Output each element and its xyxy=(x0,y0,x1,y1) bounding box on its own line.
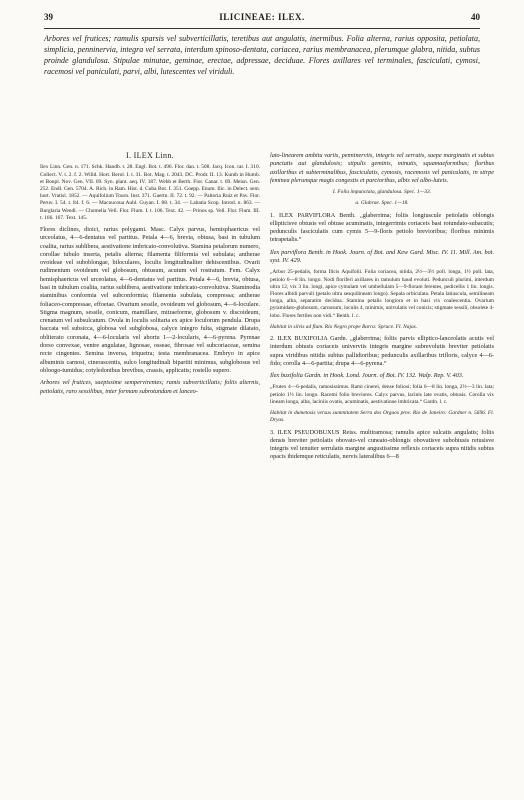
genus-synonymy: Ilex Linn. Gen. n. 171. Schk. Handb. t. 28. Engl. Bot. t. 496. Flor. dan. t. 508. Jacq. Icon. rar. I. 310. Collect. V. t. 2. f. 2. Willd. Hort. Berol. I. t. 31. Bot. Mag. t. 2043. DC. Prodr. II. 13. Kunth in Humb. et Bonpl. Nov. Gen. VII. 69. Syn. plant. aeq. IV. 187. Webb et Berth. Flor. Canar. t. 69. Meisn. Gen. 252. Endl. Gen. 5704. A. Rich. in Ram. Hist. d. Cuba Bot. I. 351. Goepp. Enum. Ilic. in Delect. sem. hort. Vratisl. 1852. — Aquifolium Tourn. Inst. 371. Gaertn. II. 72. t. 92. — Paltoria Ruiz et Pav. Flor. Peruv. I. 54. t. 84. f. 6. — Macoucoua Aubl. Guyan. I. 88. t. 34. — Labatia Scop. Introd. n. 863. — Burglaria Wendl. — Chomelia Vell. Flor. Flum. I. t. 106. Text. 42. — Prinos sp. Vell. Flor. Flum. III. t. 166. 167. Text. 145. xyxy=(40,164,260,221)
species-2-description: „Frutex 4—6-pedalis, ramosissimus. Rami cinerei, dense foliosi; folia 6—8 lin. longa, 2½—3 lin. lata; petiolo 1½ lin. longo. Racemi folio breviores. Calyx parvus, lacinis late ovatis, obtusis. Corolla vix lineam longa, alba, laciniis ovatis, acuminatis, aestivatione imbricata.“ Gardn. l. c. xyxy=(270,384,494,405)
genus-description: Flores diclines, dioici, rarius polygami. Masc. Calyx parvus, hemisphaericus vel urceolatus, 4—6-dentatus vel partitus. Petala 4—6, brevia, obtusa, basi in tubulum coalita, rarius sublibera, aestivatione imbricato-convolutiva. Stamina petalorum numero, corollae tubulo inserta, petalis alterna; filamenta filiformia vel subulata; antherae ovoideae vel suboblongae, biloculares, loculis longitudinaliter dehiscentibus. Ovarii rudimentum ovoideum vel globosum, obtusum, acutum vel rostratum. Fem. Calyx hemisphaericus vel urceolatus, 4—6-dentatus vel partitus. Petala 4—6, brevia, obtusa, basi in tubulum coalita, rarius sublibera, aestivatione imbricato-convolutiva. Staminodia staminibus conformia vel subconformia; filamenta subulata, compressa; antherae foliaceo-compressae, effoetae. Ovarium sessile, ovoideum vel globosum, 4—6-loculare. Stigma magnum, sessile, conicum, mamillare, mitraeforme, globosum v. discoideum, crenatum vel subsulcatum. Ovula in loculis solitaria ex apice loculorum pendula. Drupa baccata vel subsicca, globosa vel subglobosa, calyce integro fulta, stigmate dilatato, obliterato coronata, 4—6-locularis vel abortu 1—2-locularis, 4—6-pyrena. Pyrenae dorso convexae, ventre angulatae, lignosae, osseae, fibrosae vel subcoriaceae, semina recte cingentes. Semina inversa, triquetra; testa membranacea. Embryo in apice albuminis carnosi, cinerascentis, sulco longitudinali bipartiti minimus, subglobosus vel obloogo-tumidus; cotyledonibus brevibus, crassis, applicatis; rostello supero. xyxy=(40,225,260,374)
family-description: Arbores vel frutices; ramulis sparsis vel subverticillatis, teretibus aut angulatis, inermibus. Folia alterna, rarius opposita, petiolata, simplicia, penninervia, integra vel serrata, interdum spinoso-dentata, coriacea, rarius membranacea, plerumque glabra, nitida, subtus proinde glandulosa. Stipulae minutae, geminae, erectae, adpressae, deciduae. Flores axillares vel terminales, fasciculati, cymosi, racemosi vel paniculati, parvi, albi, lutescentes vel viriduli. xyxy=(44,34,480,76)
habit-continuation: lato-linearem ambitu variis, penninerviis, integris vel serratis, saepe marginatis et subtus punctatis aut glandulosis; stipulis geminis, minutis, squamaeformibus; floribus axillaribus et subterminalibus, fasciculatis, cymosis, racemosis vel paniculatis, in stirpe feminea plerumque magis congestis et parcioribus, albis vel albo-luteis. xyxy=(270,152,494,184)
right-column xyxy=(270,152,494,466)
species-1-diagnosis: 1. ILEX PARVIFLORA Benth. „glaberrima; foliis longiuscule petiolatis oblongis ellipticisve obtusis vel obtuse acuminatis, integerrimis coriaceis basi rotundato-subacutis; pedunculis fasciculatis cum cymis 5—9-floris petiolo brevioribus; floribus minimis tetrapetalis.“ xyxy=(270,211,494,244)
species-1-description: „Arbor 25-pedalis, forma Ilicis Aquifolii. Folia coriacea, nitida, 2½—3½ poll. longa, 1½ poll. lata, petiolo 6—8 lin. longo. Nodi floriferi axillares in ramulum haud evoluti. Pedunculi plurimi, interdum ultra 12, vix 3 lin. longi, apice cymulam vel umbellulam 5—9-floram ferentes, pedicellis 1 lin. longis. Flores albidi parvuli (petalo ultra sesquilineam longo). Sepala orbiculata. Petala latiuscula, semilineam longa, alba, separatim decidua. Stamina petalis longiora et in basi vix coalescentia. Ovarium pyramidato-globosum, carnosum, loculis 4, minimis, univulatis vel conicis; stigmate sessili, obsolete 4-lobo. Flores fertiles non vidi.“ Benth. l. c. xyxy=(270,269,494,319)
left-column xyxy=(40,152,260,400)
genus-title: I. ILEX Linn. xyxy=(126,151,174,160)
running-title: ILICINEAE: ILEX. xyxy=(219,12,305,22)
species-1-habitat: Habitat in silvis ad flum. Rio Negro prope Barra: Spruce. Fl. Najas. xyxy=(270,323,418,330)
species-3-diagnosis: 3. ILEX PSEUDOBUXUS Reiss. multiramosa; ramulis apice sulcatis angulatis; foliis densis breviter petiolatis obovato-vel cuneato-oblongis obovatisve subobtusis retusisve integris vel tenuiter serrulatis margine angustissime reflexis coriaceis supra nitidis subtus opacis ibidemque reticulatis, nervis lateralibus 6—8 xyxy=(270,428,494,461)
header-rule xyxy=(44,28,480,29)
species-2-habitat: Habitat in dumetosis versus summitatem Serra dos Orgaos prov. Rio de Janeiro: Gardner n. 5696. Fl. Dryas. xyxy=(270,410,494,424)
species-2-diagnosis: 2. ILEX BUXIFOLIA Gardn. „glaberrima; foliis parvis elliptico-lanceolatis acutis vel interdum obtusis coriaceis univerviis integris margine subrevolutis breviter petiolatis supra viridibus nitidis subtus pallidioribus; pedunculis axillaribus trifloris, calyce 4—6-fido; corolla 4—6-partita; drupa 4—6-pyrena.“ xyxy=(270,335,494,367)
subsection-heading: a. Glabrae. Spec. 1—18. xyxy=(355,200,409,207)
running-header xyxy=(44,12,480,26)
species-2-synonymy: Ilex buxifolia Gardn. in Hook. Lond. Journ. of Bot. IV. 132. Walp. Rep. V. 403. xyxy=(270,372,464,380)
page-number-right: 40 xyxy=(471,12,480,22)
page-number-left: 39 xyxy=(44,12,53,22)
section-heading: I. Folia impunctata, glandulosa. Spec. 1—33. xyxy=(332,189,432,196)
species-1-synonymy: Ilex parviflora Benth. in Hook. Journ. of Bot. and Kew Gard. Misc. IV. 11. Mill. Am. bot. syst. IV. 429. xyxy=(270,248,494,265)
genus-habit: Arbores vel frutices, saepissime sempervirentes; ramis subverticillatis; foliis alternis, petiolatis, raro sessilibus, inter formam subrotundam et lanceo- xyxy=(40,379,260,395)
